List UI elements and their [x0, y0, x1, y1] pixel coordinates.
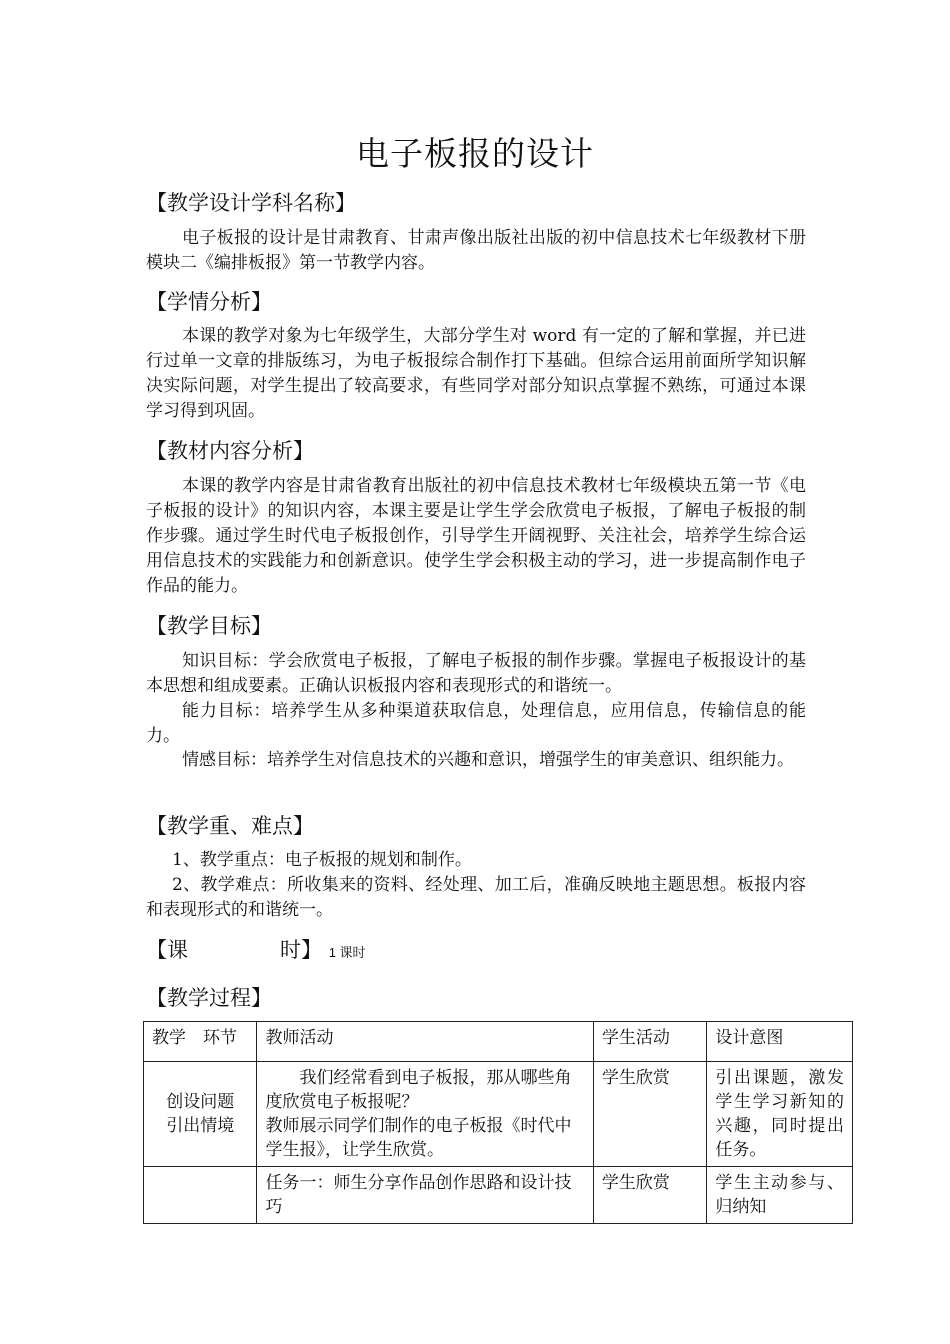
teacher-activity-text: 教师展示同学们制作的电子板报《时代中学生报》，让学生欣赏。: [265, 1116, 572, 1160]
table-header-student: 学生活动: [593, 1022, 706, 1062]
class-hours-label-end: 时】: [280, 938, 322, 962]
teacher-activity-text: 我们经常看到电子板报，那从哪些角度欣赏电子板报呢？: [265, 1068, 572, 1112]
paragraph-objective-knowledge: 知识目标：学会欣赏电子板报，了解电子板报的制作步骤。掌握电子板报设计的基本思想和组成要素。正确认识板报内容和表现形式的和谐统一。: [146, 651, 806, 696]
teaching-process-table: [143, 1021, 853, 1224]
paragraph-objective-emotion: 情感目标：培养学生对信息技术的兴趣和意识，增强学生的审美意识、组织能力。: [182, 750, 794, 770]
paragraph-subject: 电子板报的设计是甘肃教育、甘肃声像出版社出版的初中信息技术七年级教材下册模块二《编排板报》第一节教学内容。: [146, 228, 806, 273]
table-header-teacher: 教师活动: [257, 1022, 593, 1062]
section-heading-class-hours: [146, 934, 366, 964]
table-cell-stage: [144, 1062, 257, 1167]
stage-line: 创设问题: [166, 1092, 235, 1112]
class-hours-label-start: 【课: [146, 938, 188, 962]
table-cell-intent: 引出课题，激发学生学习新知的兴趣，同时提出任务。: [707, 1062, 853, 1167]
paragraph-objective-ability: 能力目标：培养学生从多种渠道获取信息，处理信息，应用信息，传输信息的能力。: [146, 701, 806, 746]
table-header-stage: 教学 环节: [144, 1022, 257, 1062]
table-cell-intent: 学生主动参与、归纳知: [707, 1167, 853, 1224]
section-heading-learner-analysis: 【学情分析】: [146, 290, 272, 314]
table-cell-stage: [144, 1167, 257, 1224]
section-heading-key-points: 【教学重、难点】: [146, 814, 314, 838]
table-header-intent: 设计意图: [707, 1022, 853, 1062]
table-cell-student: 学生欣赏: [593, 1062, 706, 1167]
stage-line: 引出情境: [166, 1116, 235, 1136]
table-cell-student: 学生欣赏: [593, 1167, 706, 1224]
class-hours-value: 1 课时: [328, 945, 366, 960]
paragraph-key-point: 1、教学重点：电子板报的规划和制作。: [172, 850, 472, 870]
paragraph-content-analysis: 本课的教学内容是甘肃省教育出版社的初中信息技术教材七年级模块五第一节《电子板报的设计》的知识内容，本课主要是让学生学会欣赏电子板报，了解电子板报的制作步骤。通过学生时代电子板报创作，引导学生开阔视野、关注社会，培养学生综合运用信息技术的实践能力和创新意识。使学生学会积极主动的学习，进一步提高制作电子作品的能力。: [146, 476, 806, 596]
paragraph-difficult-point: 2、教学难点：所收集来的资料、经处理、加工后，准确反映地主题思想。板报内容和表现形式的和谐统一。: [146, 875, 806, 920]
table-row: [144, 1167, 853, 1224]
table-cell-teacher: [257, 1062, 593, 1167]
section-heading-subject: 【教学设计学科名称】: [146, 191, 356, 215]
table-row: [144, 1062, 853, 1167]
paragraph-learner-analysis: 本课的教学对象为七年级学生，大部分学生对 word 有一定的了解和掌握，并已进行过单一文章的排版练习，为电子板报综合制作打下基础。但综合运用前面所学知识解决实际问题，对学生提出了较高要求，有些同学对部分知识点掌握不熟练，可通过本课学习得到巩固。: [146, 326, 806, 421]
document-title: 电子板报的设计: [356, 134, 594, 173]
section-heading-process: 【教学过程】: [146, 986, 272, 1010]
section-heading-content-analysis: 【教材内容分析】: [146, 439, 314, 463]
table-header-row: [144, 1022, 853, 1062]
section-heading-objectives: 【教学目标】: [146, 614, 272, 638]
table-cell-teacher: 任务一：师生分享作品创作思路和设计技巧: [257, 1167, 593, 1224]
